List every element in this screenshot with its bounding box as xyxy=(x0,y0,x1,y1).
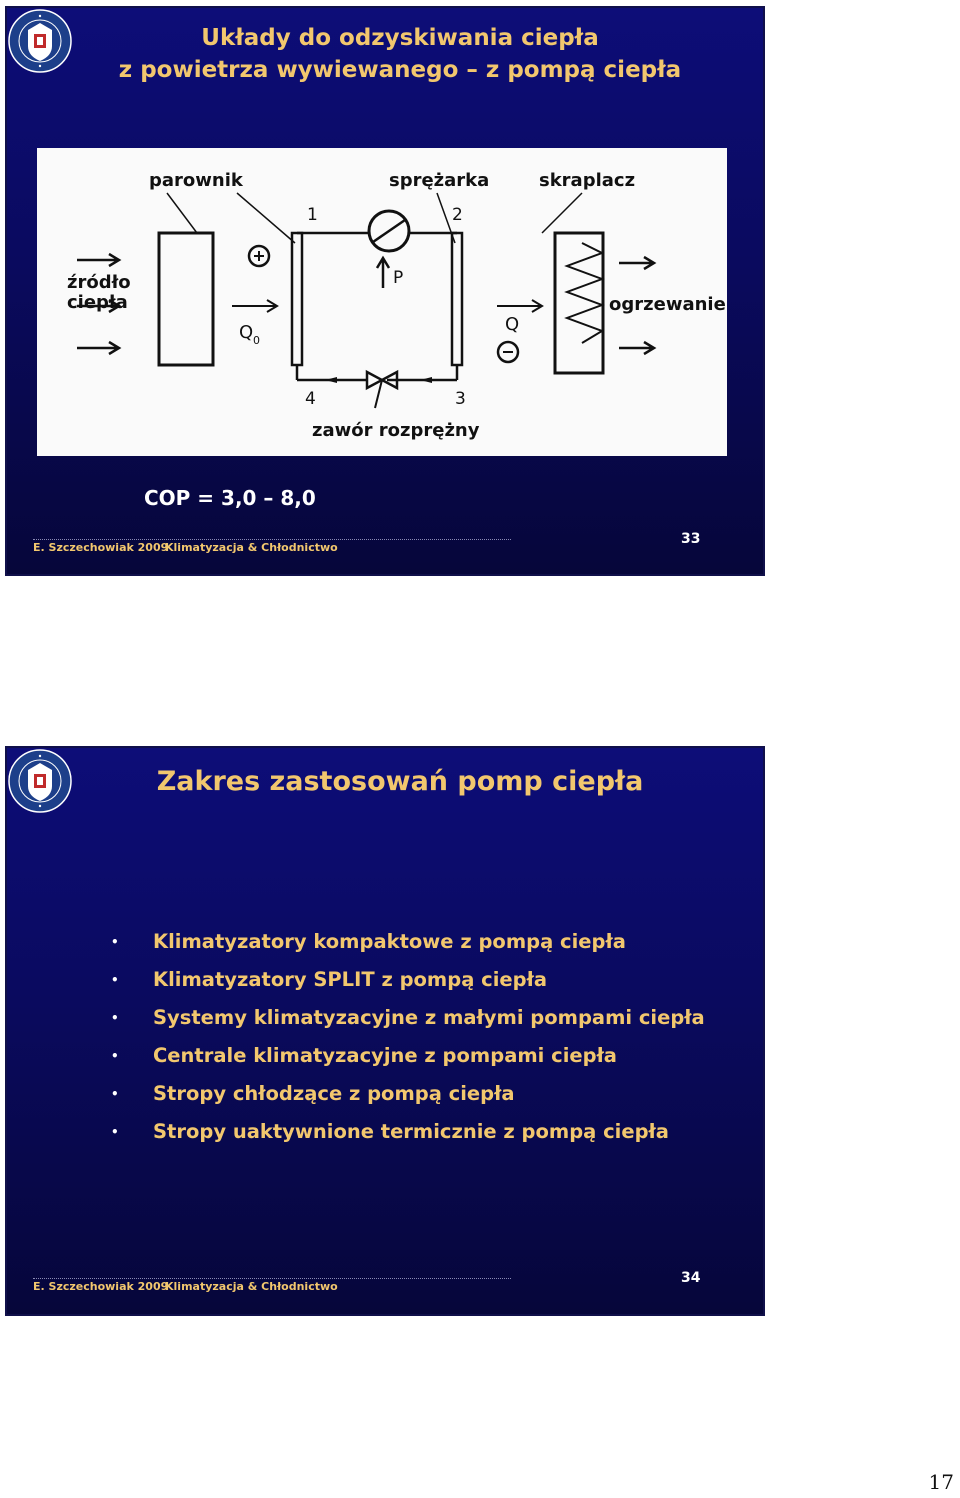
university-seal-logo xyxy=(7,748,73,814)
footer-divider xyxy=(33,1278,511,1279)
condenser-coil xyxy=(567,243,602,343)
heat-pump-schematic xyxy=(37,148,727,456)
point-1: 1 xyxy=(307,205,318,225)
slide-number: 34 xyxy=(681,1270,701,1286)
label-source-2: ciepła xyxy=(67,292,128,313)
bullet-dot: • xyxy=(111,935,119,949)
label-q: Q xyxy=(505,314,520,335)
label-evaporator: parownik xyxy=(149,170,243,191)
label-q0: Q xyxy=(239,322,254,343)
footer-course: Klimatyzacja & Chłodnictwo xyxy=(165,1280,338,1293)
footer-divider xyxy=(33,539,511,540)
slide-title: Zakres zastosowań pomp ciepła xyxy=(156,766,644,797)
slide-title xyxy=(77,22,723,86)
bullet-dot: • xyxy=(111,1125,119,1139)
page-number: 17 xyxy=(928,1470,954,1494)
label-source: źródło xyxy=(67,272,131,293)
slide-number: 33 xyxy=(681,531,701,547)
list-item-text: Klimatyzatory kompaktowe z pompą ciepła xyxy=(153,930,626,953)
point-4: 4 xyxy=(305,389,316,409)
bullet-dot: • xyxy=(111,1087,119,1101)
footer-author: E. Szczechowiak 2009 xyxy=(33,1280,169,1293)
bullet-dot: • xyxy=(111,1011,119,1025)
list-item-text: Systemy klimatyzacyjne z małymi pompami ciepła xyxy=(153,1006,705,1029)
point-2: 2 xyxy=(452,205,463,225)
label-power: P xyxy=(393,268,404,288)
bullet-dot: • xyxy=(111,1049,119,1063)
label-heating: ogrzewanie xyxy=(609,294,726,315)
evaporator-box xyxy=(159,233,213,365)
cop-range-text: COP = 3,0 – 8,0 xyxy=(144,486,316,510)
list-item-text: Stropy uaktywnione termicznie z pompą ciepła xyxy=(153,1120,669,1143)
list-item-text: Stropy chłodzące z pompą ciepła xyxy=(153,1082,515,1105)
list-item-text: Klimatyzatory SPLIT z pompą ciepła xyxy=(153,968,547,991)
point-3: 3 xyxy=(455,389,466,409)
footer-author: E. Szczechowiak 2009 xyxy=(33,541,169,554)
right-exchanger xyxy=(452,233,462,365)
label-q0-sub: 0 xyxy=(253,334,260,347)
bullet-dot: • xyxy=(111,973,119,987)
label-condenser: skraplacz xyxy=(539,170,636,191)
slide-title-line-2: z powietrza wywiewanego – z pompą ciepła xyxy=(118,57,682,83)
label-compressor: sprężarka xyxy=(389,170,490,191)
slide-title-line-1: Układy do odzyskiwania ciepła xyxy=(201,25,599,51)
left-exchanger xyxy=(292,233,302,365)
slide-33 xyxy=(5,6,765,576)
slide-34 xyxy=(5,746,765,1316)
footer-course: Klimatyzacja & Chłodnictwo xyxy=(165,541,338,554)
list-item-text: Centrale klimatyzacyjne z pompami ciepła xyxy=(153,1044,617,1067)
label-expansion-valve: zawór rozprężny xyxy=(312,420,480,441)
university-seal-logo xyxy=(7,8,73,74)
